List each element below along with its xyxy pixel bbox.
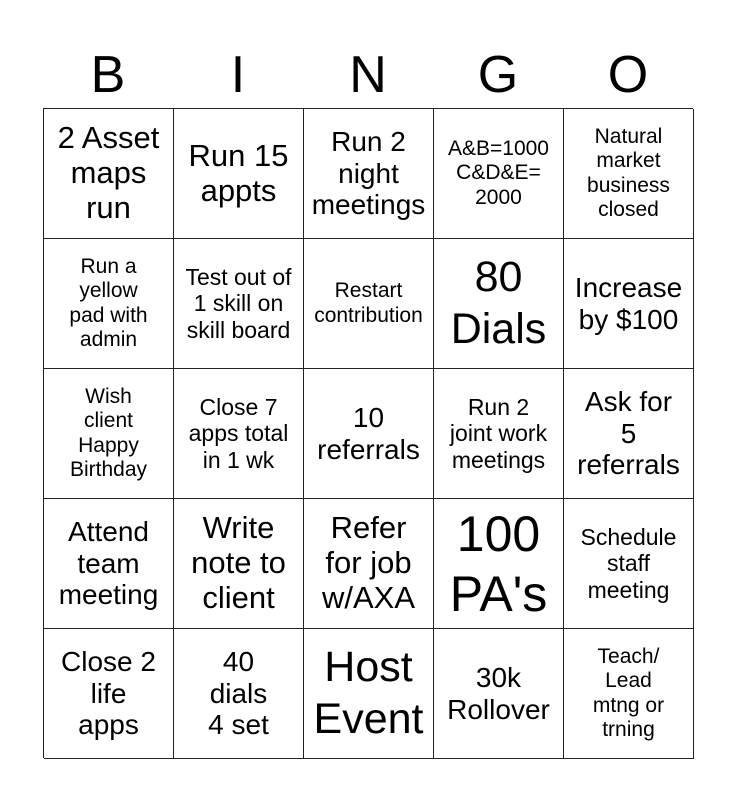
bingo-cell[interactable] — [304, 239, 434, 369]
cell-text: A&B=1000 C&D&E= 2000 — [447, 136, 549, 209]
cell-text: Schedule staff meeting — [580, 524, 677, 603]
cell-text: 40 dials 4 set — [208, 646, 269, 741]
bingo-cell[interactable] — [564, 369, 694, 499]
cell-text: Attend team meeting — [58, 516, 159, 611]
cell-text: Ask for 5 referrals — [577, 386, 680, 481]
bingo-cell[interactable] — [434, 109, 564, 239]
bingo-cell[interactable] — [434, 239, 564, 369]
cell-text: Close 7 apps total in 1 wk — [188, 394, 289, 473]
cell-text: Write note to client — [191, 510, 286, 615]
cell-text: Natural market business closed — [587, 124, 670, 221]
cell-text: 2 Asset maps run — [57, 120, 160, 225]
header-letter-n: N — [349, 46, 387, 104]
bingo-cell[interactable] — [44, 239, 174, 369]
bingo-cell[interactable] — [44, 109, 174, 239]
cell-text: Restart contribution — [314, 279, 423, 327]
cell-text: 30k Rollover — [447, 662, 550, 725]
cell-text: Teach/ Lead mtng or trning — [592, 644, 665, 741]
bingo-cell[interactable] — [304, 499, 434, 629]
header-letter-i: I — [230, 46, 246, 104]
bingo-cell[interactable] — [304, 369, 434, 499]
bingo-cell[interactable] — [564, 239, 694, 369]
bingo-cell[interactable] — [564, 499, 694, 629]
bingo-cell[interactable] — [174, 239, 304, 369]
cell-text: 10 referrals — [317, 402, 420, 465]
cell-text: Wish client Happy Birthday — [69, 384, 148, 481]
cell-text: Refer for job w/AXA — [321, 510, 416, 615]
bingo-cell[interactable] — [434, 369, 564, 499]
cell-text: Run 15 appts — [188, 137, 289, 208]
header-letter-g: G — [477, 46, 519, 104]
bingo-cell[interactable] — [44, 499, 174, 629]
bingo-cell[interactable] — [174, 369, 304, 499]
cell-text: Close 2 life apps — [61, 646, 156, 741]
bingo-cell[interactable] — [564, 109, 694, 239]
bingo-cell[interactable] — [304, 629, 434, 759]
cell-text: Host Event — [313, 642, 424, 743]
cell-text: Run 2 joint work meetings — [449, 394, 548, 473]
cell-text: Run a yellow pad with admin — [69, 254, 148, 351]
header-letter-o: O — [607, 46, 649, 104]
bingo-cell[interactable] — [434, 629, 564, 759]
cell-text: Test out of 1 skill on skill board — [185, 264, 292, 343]
bingo-cell[interactable] — [174, 499, 304, 629]
bingo-cell[interactable] — [304, 109, 434, 239]
bingo-cell[interactable] — [44, 369, 174, 499]
header-letter-b: B — [90, 46, 126, 104]
bingo-cell[interactable] — [174, 109, 304, 239]
bingo-cell[interactable] — [564, 629, 694, 759]
bingo-header — [43, 44, 693, 106]
cell-text: 100 PA's — [449, 505, 548, 622]
bingo-cell[interactable] — [434, 499, 564, 629]
bingo-board — [43, 108, 693, 758]
bingo-cell[interactable] — [44, 629, 174, 759]
bingo-cell[interactable] — [174, 629, 304, 759]
cell-text: 80 Dials — [450, 252, 547, 353]
cell-text: Run 2 night meetings — [311, 126, 426, 221]
cell-text: Increase by $100 — [574, 272, 683, 335]
